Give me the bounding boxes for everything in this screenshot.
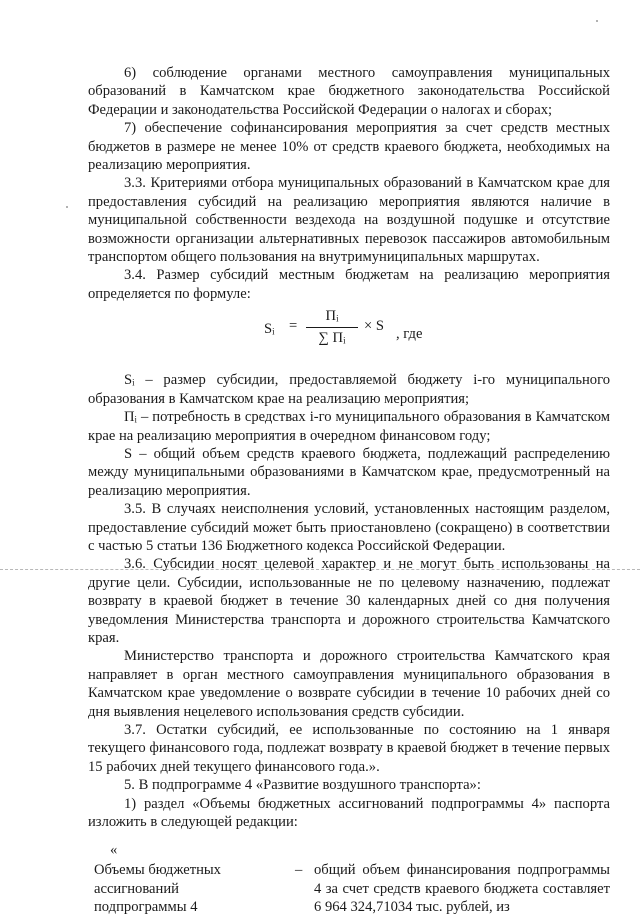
formula-equals: = [289, 318, 298, 335]
paragraph: 1) раздел «Объемы бюджетных ассигнований подпрограммы 4» паспорта изложить в следующей редакции: [88, 795, 610, 831]
table-dash: – [295, 862, 303, 879]
formula-numerator: Пᵢ [306, 307, 358, 327]
document-body [88, 64, 610, 921]
formula-fraction [306, 307, 358, 347]
passport-table [88, 861, 610, 921]
scan-speck [596, 20, 598, 22]
paragraph: Пᵢ – потребность в средствах i-го муниципального образования в Камчатском крае на реализацию мероприятия в очередном финансовом году; [88, 409, 610, 444]
paragraph: 7) обеспечение софинансирования мероприятия за счет средств местных бюджетов в размере не менее 10% от средств краевого бюджета, необходимых на реализацию мероприятия. [88, 120, 610, 174]
paragraph: 3.7. Остатки субсидий, ее использованные по состоянию на 1 января текущего финансового года, подлежат возврату в краевой бюджет в течение первых 15 рабочих дней текущего финансового года.». [88, 722, 610, 775]
formula-where: , где [396, 326, 423, 343]
paragraph: S – общий объем средств краевого бюджета, подлежащий распределению между муниципальными образованиями в Камчатском крае, предусмотренный на реализацию мероприятия. [88, 445, 610, 499]
paragraph: 6) соблюдение органами местного самоуправления муниципальных образований в Камчатском крае бюджетного законодательства Российской Федерации и законодательства Российской Федерации о налогах и сборах; [88, 65, 610, 118]
formula-denominator: ∑ Пᵢ [318, 329, 346, 346]
formula-lhs: Sᵢ [264, 321, 275, 338]
paragraph: Министерство транспорта и дорожного строительства Камчатского края направляет в орган местного самоуправления муниципального образования в Камчатском крае уведомление о возврате субсидии в течение 10 рабочих дней со дня выявления нецелевого использования средств субсидии. [88, 648, 610, 720]
table-value-cell: общий объем финансирования подпрограммы 4 за счет средств краевого бюджета составляет 6 964 324,71034 тыс. рублей, из [314, 862, 610, 916]
paragraph: 5. В подпрограмме 4 «Развитие воздушного транспорта»: [124, 777, 481, 794]
paragraph: Sᵢ – размер субсидии, предоставляемой бюджету i-го муниципального образования в Камчатском крае на реализацию мероприятия; [88, 372, 610, 407]
paragraph: 3.4. Размер субсидий местным бюджетам на реализацию мероприятия определяется по формуле: [88, 267, 610, 302]
table-label-cell: Объемы бюджетных ассигнований подпрограммы 4 [94, 862, 221, 916]
scan-speck [66, 206, 68, 208]
paragraph: 3.3. Критериями отбора муниципальных образований в Камчатском крае для предоставления субсидий на реализацию мероприятия являются наличие в муниципальной собственности вездехода на воздушной подушке и отсутствие возможности организации альтернативных перевозок пассажиров автомобильным транспортом общего пользования на внутримуниципальных маршрутах. [88, 175, 610, 266]
paragraph: 3.6. Субсидии носят целевой характер и не могут быть использованы на другие цели. Субсидии, использованные не по целевому назначению, подлежат возврату в краевой бюджет в течение 30 календарных дней со дня получения уведомления Министерства транспорта и дорожного строительства Камчатского края. [88, 556, 610, 646]
paragraph: 3.5. В случаях неисполнения условий, установленных настоящим разделом, предоставление субсидий может быть приостановлено (сокращено) в соответствии с частью 5 статьи 136 Бюджетного кодекса Российской Федерации. [88, 501, 610, 554]
formula-multiplier: × S [364, 318, 384, 335]
subsidy-formula [88, 307, 610, 365]
opening-quote: « [110, 842, 118, 859]
